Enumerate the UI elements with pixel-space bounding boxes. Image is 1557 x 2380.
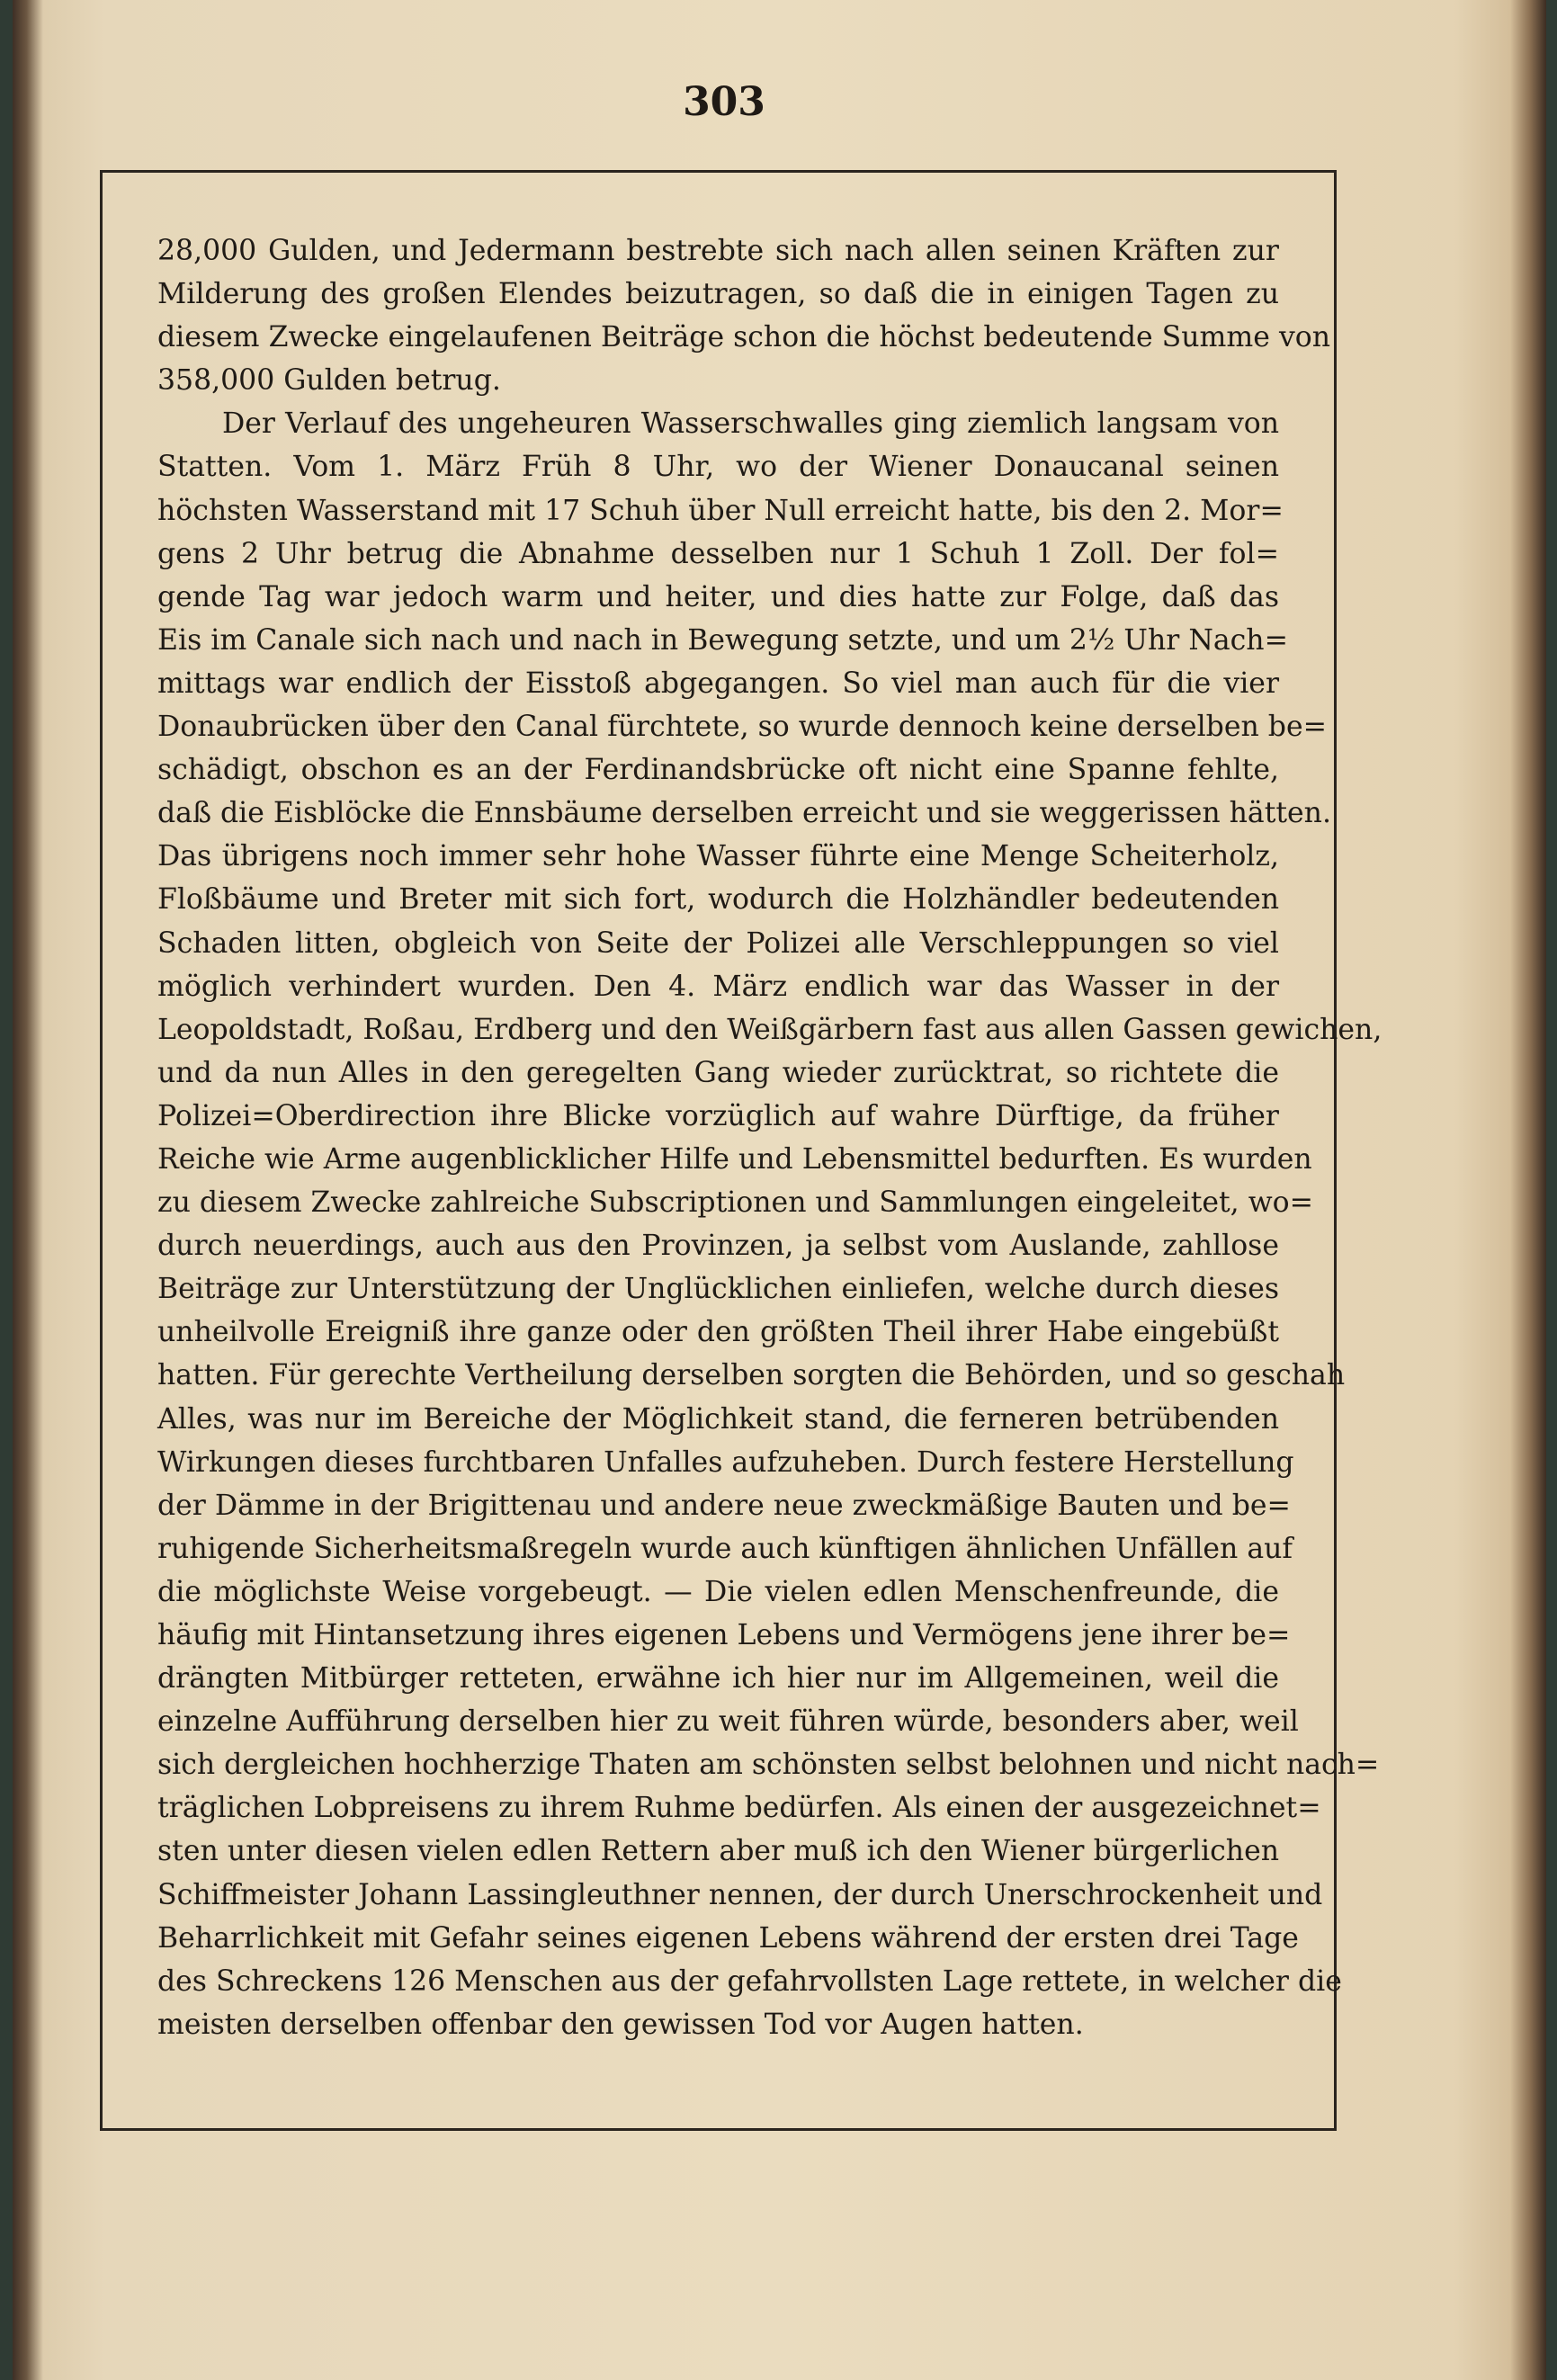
text-line: Schaden litten, obgleich von Seite der Polizei alle Verschleppungen so viel bbox=[157, 926, 1279, 960]
text-line: Milderung des großen Elendes beizutragen, so daß die in einigen Tagen zu bbox=[157, 278, 1279, 311]
text-line: träglichen Lobpreisens zu ihrem Ruhme bedürfen. Als einen der ausgezeichnet= bbox=[157, 1792, 1321, 1825]
text-line: Alles, was nur im Bereiche der Möglichkeit stand, die ferneren betrübenden bbox=[157, 1402, 1279, 1436]
body-text bbox=[157, 229, 1383, 2046]
text-line: meisten derselben offenbar den gewissen Tod vor Augen hatten. bbox=[157, 2008, 1084, 2041]
text-line: Reiche wie Arme augenblicklicher Hilfe und Lebensmittel bedurften. Es wurden bbox=[157, 1142, 1312, 1176]
text-line: der Dämme in der Brigittenau und andere neue zweckmäßige Bauten und be= bbox=[157, 1489, 1291, 1522]
text-line: des Schreckens 126 Menschen aus der gefahrvollsten Lage rettete, in welcher die bbox=[157, 1964, 1342, 1998]
text-line: 358,000 Gulden betrug. bbox=[157, 364, 501, 398]
text-line: Schiffmeister Johann Lassingleuthner nennen, der durch Unerschrockenheit und bbox=[157, 1878, 1323, 1911]
paragraph-start-line: Der Verlauf des ungeheuren Wasserschwalles ging ziemlich langsam von bbox=[222, 407, 1279, 441]
text-line: einzelne Aufführung derselben hier zu weit führen würde, besonders aber, weil bbox=[157, 1705, 1299, 1739]
text-line: Wirkungen dieses furchtbaren Unfalles aufzuheben. Durch festere Herstellung bbox=[157, 1445, 1294, 1479]
text-line: höchsten Wasserstand mit 17 Schuh über Null erreicht hatte, bis den 2. Mor= bbox=[157, 494, 1284, 527]
text-line: gende Tag war jedoch warm und heiter, und dies hatte zur Folge, daß das bbox=[157, 580, 1279, 613]
text-line: Beharrlichkeit mit Gefahr seines eigenen Lebens während der ersten drei Tage bbox=[157, 1921, 1299, 1955]
text-line: hatten. Für gerechte Vertheilung derselben sorgten die Behörden, und so geschah bbox=[157, 1359, 1346, 1392]
text-line: Beiträge zur Unterstützung der Unglücklichen einliefen, welche durch dieses bbox=[157, 1273, 1279, 1306]
text-line: Statten. Vom 1. März Früh 8 Uhr, wo der Wiener Donaucanal seinen bbox=[157, 451, 1279, 484]
text-line: gens 2 Uhr betrug die Abnahme desselben nur 1 Schuh 1 Zoll. Der fol= bbox=[157, 537, 1279, 570]
text-line: häufig mit Hintansetzung ihres eigenen Lebens und Vermögens jene ihrer be= bbox=[157, 1619, 1291, 1651]
text-line: sich dergleichen hochherzige Thaten am schönsten selbst belohnen und nicht nach= bbox=[157, 1749, 1380, 1782]
text-line: Donaubrücken über den Canal fürchtete, so wurde dennoch keine derselben be= bbox=[157, 711, 1327, 744]
text-line: daß die Eisblöcke die Ennsbäume derselben erreicht und sie weggerissen hätten. bbox=[157, 797, 1331, 830]
text-line: drängten Mitbürger retteten, erwähne ich hier nur im Allgemeinen, weil die bbox=[157, 1662, 1279, 1696]
text-line: schädigt, obschon es an der Ferdinandsbrücke oft nicht eine Spanne fehlte, bbox=[157, 754, 1279, 787]
text-line: und da nun Alles in den geregelten Gang wieder zurücktrat, so richtete die bbox=[157, 1056, 1279, 1089]
text-line: Leopoldstadt, Roßau, Erdberg und den Weißgärbern fast aus allen Gassen gewichen, bbox=[157, 1013, 1383, 1046]
text-line: Floßbäume und Breter mit sich fort, wodurch die Holzhändler bedeutenden bbox=[157, 883, 1279, 917]
text-line: möglich verhindert wurden. Den 4. März endlich war das Wasser in der bbox=[157, 970, 1279, 1003]
text-line: die möglichste Weise vorgebeugt. — Die vielen edlen Menschenfreunde, die bbox=[157, 1575, 1279, 1608]
text-line: Polizei=Oberdirection ihre Blicke vorzüglich auf wahre Dürftige, da früher bbox=[157, 1099, 1279, 1132]
text-line: mittags war endlich der Eisstoß abgegangen. So viel man auch für die vier bbox=[157, 667, 1279, 700]
text-line: sten unter diesen vielen edlen Rettern aber muß ich den Wiener bürgerlichen bbox=[157, 1835, 1279, 1868]
page-edge bbox=[1510, 0, 1546, 2380]
text-line: unheilvolle Ereigniß ihre ganze oder den größten Theil ihrer Habe eingebüßt bbox=[157, 1316, 1279, 1349]
page-number: 303 bbox=[683, 79, 765, 125]
text-line: durch neuerdings, auch aus den Provinzen, ja selbst vom Auslande, zahllose bbox=[157, 1230, 1279, 1263]
text-line: 28,000 Gulden, und Jedermann bestrebte sich nach allen seinen Kräften zur bbox=[157, 235, 1279, 267]
text-line: Eis im Canale sich nach und nach in Bewegung setzte, und um 2½ Uhr Nach= bbox=[157, 623, 1288, 657]
text-line: zu diesem Zwecke zahlreiche Subscriptionen und Sammlungen eingeleitet, wo= bbox=[157, 1186, 1314, 1220]
text-line: Das übrigens noch immer sehr hohe Wasser führte eine Menge Scheiterholz, bbox=[157, 840, 1279, 873]
text-line: ruhigende Sicherheitsmaßregeln wurde auch künftigen ähnlichen Unfällen auf bbox=[157, 1532, 1293, 1565]
text-line: diesem Zwecke eingelaufenen Beiträge schon die höchst bedeutende Summe von bbox=[157, 321, 1330, 354]
spine-shadow bbox=[13, 0, 43, 2380]
